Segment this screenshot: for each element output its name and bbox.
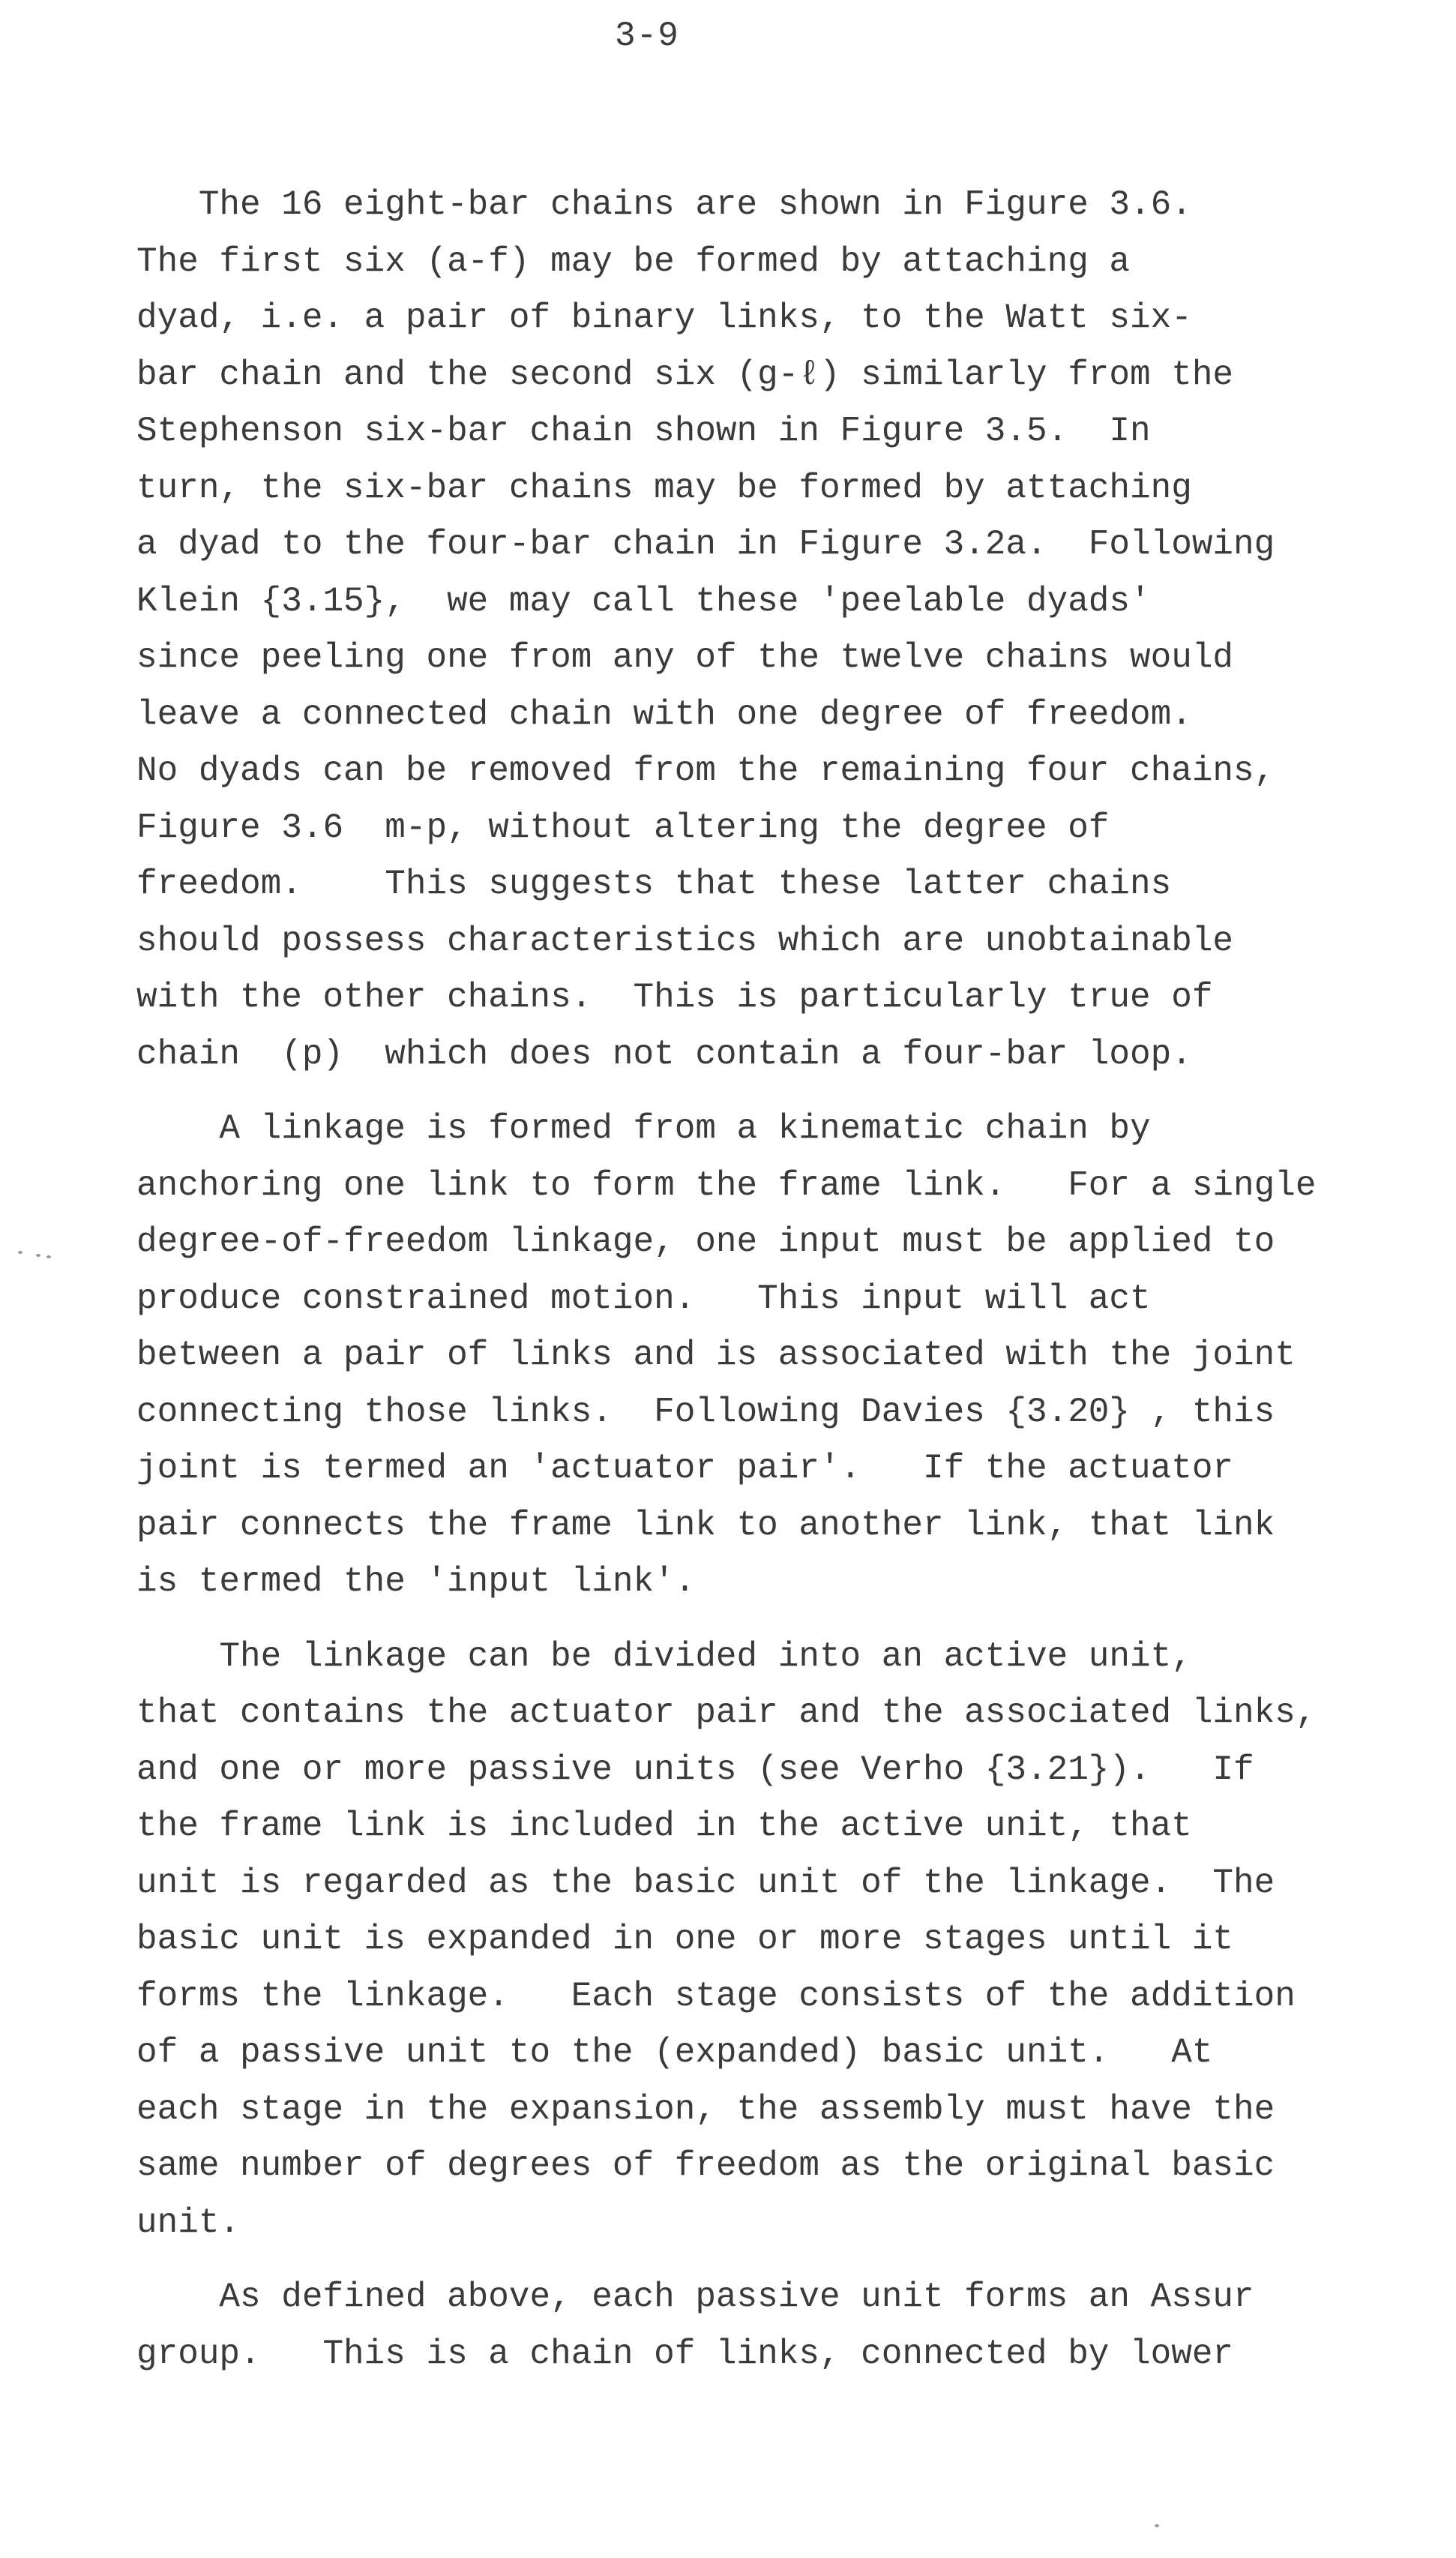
paragraph [136,1629,1426,2252]
text-line: and one or more passive units (see Verho {3.21}). If [136,1750,1254,1789]
text-line: Figure 3.6 m-p, without altering the degree of [136,808,1110,847]
text-line: dyad, i.e. a pair of binary links, to the Watt six- [136,298,1192,337]
paragraph [136,2269,1426,2383]
text-line: that contains the actuator pair and the associated links, [136,1693,1317,1732]
text-line: pair connects the frame link to another link, that link [136,1505,1275,1545]
text-line: As defined above, each passive unit forms an Assur [136,2278,1254,2317]
text-line: degree-of-freedom linkage, one input must be applied to [136,1222,1275,1261]
text-line: chain (p) which does not contain a four-bar loop. [136,1034,1192,1074]
text-line: of a passive unit to the (expanded) basic unit. At [136,2033,1213,2072]
text-line: connecting those links. Following Davies {3.20} , this [136,1392,1275,1432]
page-number: 3-9 [615,16,679,55]
text-line: unit. [136,2203,241,2242]
text-line: Klein {3.15}, we may call these 'peelable dyads' [136,581,1151,621]
text-line: unit is regarded as the basic unit of the linkage. The [136,1863,1275,1903]
text-line: turn, the six-bar chains may be formed by attaching [136,468,1192,508]
text-line: should possess characteristics which are unobtainable [136,921,1234,961]
text-line: produce constrained motion. This input will act [136,1279,1151,1318]
scan-speck [1155,2524,1159,2527]
text-line: bar chain and the second six (g-ℓ) similarly from the [136,355,1234,394]
text-line: No dyads can be removed from the remaining four chains, [136,751,1275,790]
scan-speck [18,1251,22,1254]
paragraph [136,177,1426,1083]
text-line: freedom. This suggests that these latter chains [136,865,1172,904]
text-line: The linkage can be divided into an active unit, [136,1636,1192,1676]
text-line: A linkage is formed from a kinematic chain by [136,1109,1151,1148]
text-line: each stage in the expansion, the assembly must have the [136,2089,1275,2129]
text-line: same number of degrees of freedom as the original basic [136,2146,1275,2185]
text-line: leave a connected chain with one degree of freedom. [136,694,1192,734]
text-line: anchoring one link to form the frame link. For a single [136,1165,1317,1205]
scan-speck [46,1255,51,1258]
text-line: The first six (a-f) may be formed by attaching a [136,241,1131,281]
text-line: is termed the 'input link'. [136,1562,696,1601]
text-line: The 16 eight-bar chains are shown in Figure 3.6. [136,185,1192,224]
text-line: since peeling one from any of the twelve chains would [136,638,1234,677]
text-line: a dyad to the four-bar chain in Figure 3.2a. Following [136,525,1275,564]
scan-speck [36,1254,40,1257]
paragraph [136,1101,1426,1611]
text-line: between a pair of links and is associated with the joint [136,1336,1296,1375]
text-line: Stephenson six-bar chain shown in Figure 3.5. In [136,412,1151,451]
body-text [136,177,1426,2383]
text-line: joint is termed an 'actuator pair'. If the actuator [136,1449,1234,1488]
text-line: the frame link is included in the active unit, that [136,1807,1192,1846]
text-line: forms the linkage. Each stage consists of the addition [136,1976,1296,2016]
text-line: group. This is a chain of links, connected by lower [136,2334,1234,2374]
text-line: with the other chains. This is particularly true of [136,978,1213,1017]
text-line: basic unit is expanded in one or more stages until it [136,1920,1234,1959]
